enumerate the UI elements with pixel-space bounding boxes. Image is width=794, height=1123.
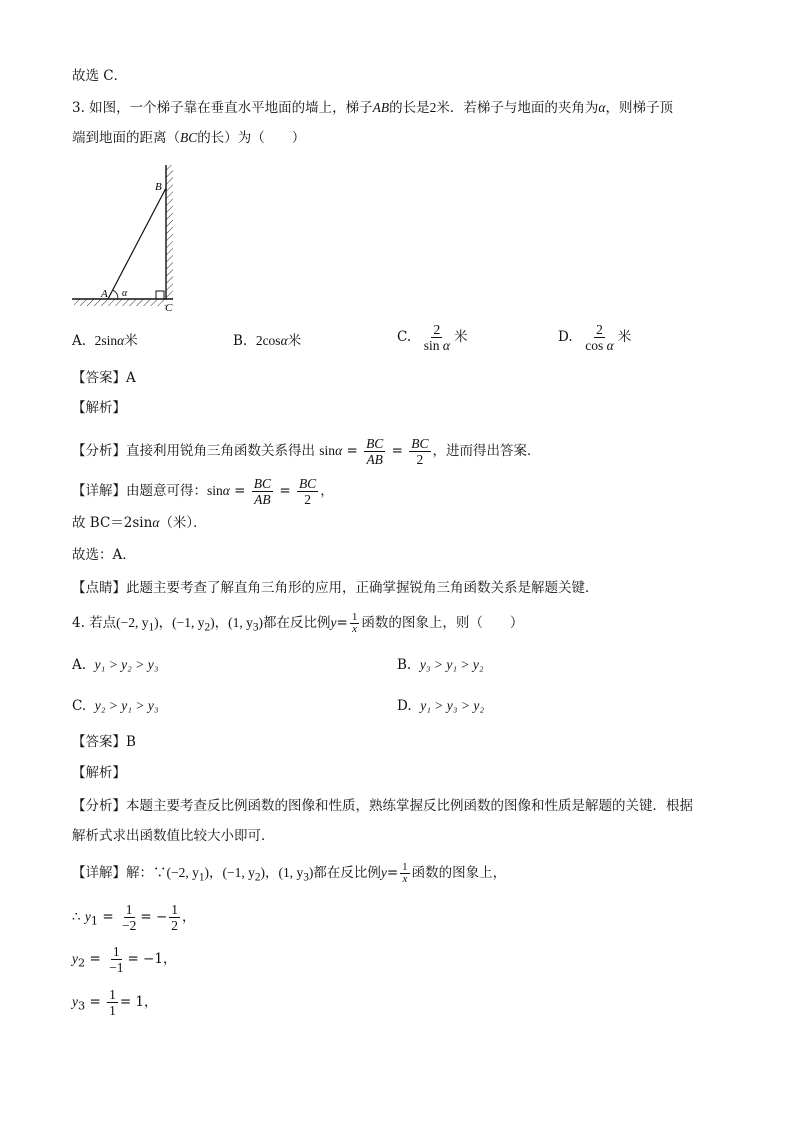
q4-option-c[interactable]: C. y₂ > y₁ > y₃: [72, 698, 159, 714]
ladder-line: [108, 188, 166, 299]
calc-y1: ∴ $y_1$ = $\frac{1}{-2}$ = − $\frac{1}{2}$ ，: [72, 902, 196, 933]
question-4-line: 4. 若点(−2, $y_1$)，(−1, $y_2$)，(1, $y_3$)都在反比例y= $\frac{1}{x}$ 函数的图象上，则（ ）: [72, 611, 524, 635]
analysis-4-xiangjie: 【详解】解：∵(−2, $y_1$)，(−1, $y_2$)，(1, $y_3$)都在反比例y= $\frac{1}{x}$ 函数的图象上，: [72, 861, 507, 885]
analysis-3-guxuan: 故选：A．: [72, 547, 136, 563]
q4-option-b[interactable]: B. y₃ > y₁ > y₂: [397, 657, 484, 673]
label-alpha: α: [122, 288, 128, 299]
question-3-line-2: 端到地面的距离（BC的长）为（ ）: [72, 130, 306, 146]
analysis-4-fenxi-1: 【分析】本题主要考查反比例函数的图像和性质，熟练掌握反比例函数的图像和性质是解题的关键．根据: [72, 798, 693, 814]
q3-option-b[interactable]: B. 2cosα米: [233, 333, 302, 349]
answer-conclusion-prev: 故选 C．: [72, 68, 128, 84]
question-3-line-1: 3. 如图，一个梯子靠在垂直水平地面的墙上，梯子AB的长是2米．若梯子与地面的夹角为α，则梯子顶: [72, 100, 674, 116]
q4-option-a[interactable]: A. y₁ > y₂ > y₃: [72, 657, 159, 673]
answer-4: 【答案】B: [72, 734, 136, 750]
analysis-4-heading: 【解析】: [72, 765, 126, 781]
right-angle-mark: [156, 291, 164, 299]
label-a: A: [101, 288, 108, 300]
label-b: B: [155, 181, 162, 193]
analysis-3-heading: 【解析】: [72, 400, 126, 416]
q3-option-a[interactable]: A. 2sinα米: [72, 333, 138, 349]
analysis-3-xiangjie: 【详解】由题意可得：sinα = $\frac{BC}{AB}$ = $\frac{BC}{2}$ ，: [72, 476, 334, 507]
q3-option-d[interactable]: D. $\frac{2}{\text{cos α}}$ 米: [558, 322, 632, 353]
q3-option-c[interactable]: C. $\frac{2}{\text{sin α}}$ 米: [397, 322, 468, 353]
answer-3: 【答案】A: [72, 370, 136, 386]
calc-y3: $y_3$ = $\frac{1}{1}$ = 1，: [72, 987, 158, 1018]
q4-option-d[interactable]: D. y₁ > y₃ > y₂: [397, 698, 485, 714]
analysis-3-fenxi: 【分析】直接利用锐角三角函数关系得出 sinα = $\frac{BC}{AB}$ = $\frac{BC}{2}$ ，进而得出答案．: [72, 436, 541, 467]
label-c: C: [165, 302, 173, 314]
analysis-4-fenxi-2: 解析式求出函数值比较大小即可．: [72, 828, 275, 844]
calc-y2: $y_2$ = $\frac{1}{-1}$ = −1，: [72, 944, 177, 975]
analysis-3-dianjing: 【点睛】此题主要考查了解直角三角形的应用，正确掌握锐角三角函数关系是解题关键．: [72, 580, 599, 596]
ladder-figure: [70, 160, 190, 315]
analysis-3-bc: 故 BC＝2sinα（米）．: [72, 515, 207, 531]
